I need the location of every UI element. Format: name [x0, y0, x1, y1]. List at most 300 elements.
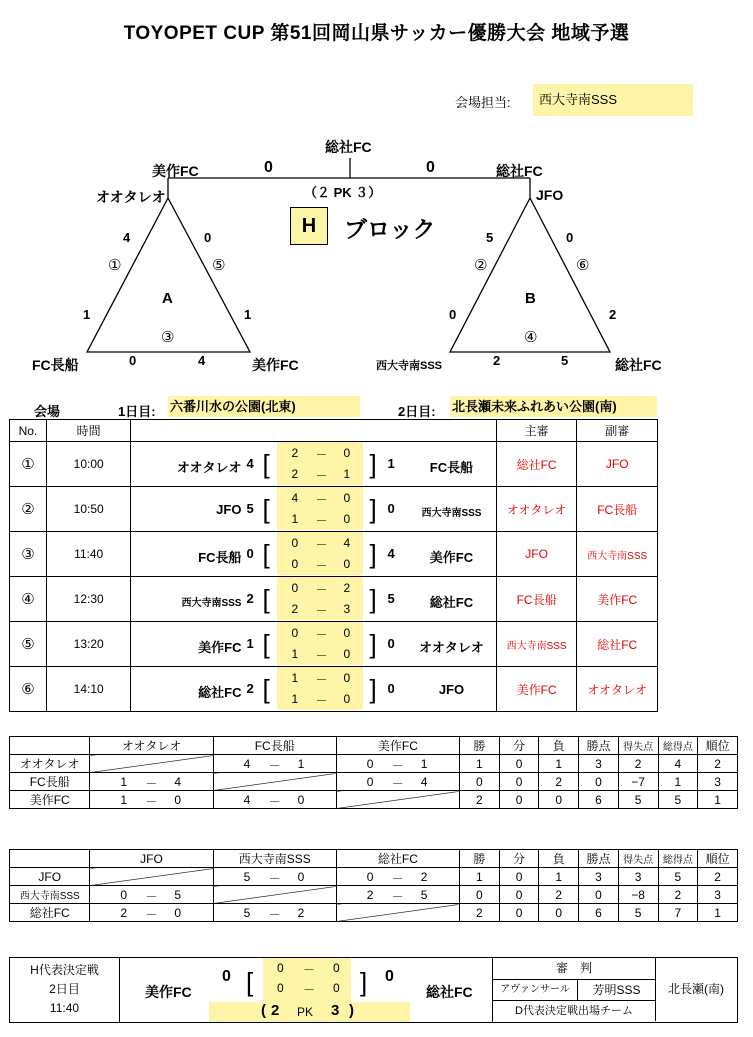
dash: － — [315, 649, 328, 663]
standings-row — [10, 904, 738, 922]
match-row — [10, 487, 658, 532]
stat-w: 0 — [459, 773, 499, 791]
away-score: 0 — [387, 501, 395, 516]
dash: － — [315, 469, 328, 483]
match-row — [10, 667, 658, 712]
group-a-m5-top: 0 — [204, 230, 212, 245]
stat-w: 0 — [459, 886, 499, 904]
dash: － — [315, 694, 328, 708]
group-b-right-team: 総社FC — [615, 357, 662, 373]
self-cell — [213, 773, 336, 791]
match-no: ① — [10, 442, 47, 487]
stat-d: 0 — [499, 886, 539, 904]
final-pk-cell — [209, 1002, 410, 1022]
points-header: 勝点 — [579, 737, 619, 755]
stat-w: 1 — [459, 755, 499, 773]
stat-gf: 4 — [658, 755, 698, 773]
match-result — [131, 487, 496, 532]
referee: 美作FC — [496, 667, 577, 712]
goals-against: 5 — [174, 888, 182, 902]
block-label: ブロック — [344, 216, 436, 242]
stat-p: 6 — [579, 791, 619, 809]
stat-l: 2 — [539, 886, 579, 904]
match-row — [10, 442, 658, 487]
stat-l: 1 — [539, 755, 579, 773]
final-away-team: 総社FC — [426, 984, 473, 1000]
bracket-close: ] — [369, 494, 377, 524]
bracket-close: ] — [369, 539, 377, 569]
head-to-head-cell — [336, 868, 459, 886]
group-b-m2-bottom: 0 — [449, 307, 457, 322]
stat-d: 0 — [499, 868, 539, 886]
head-to-head-cell — [90, 773, 213, 791]
match-time: 10:50 — [46, 487, 131, 532]
h1: 0 — [291, 626, 299, 640]
final-a2: 0 — [333, 981, 340, 995]
bracket-close: ] — [369, 449, 377, 479]
stat-d: 0 — [499, 791, 539, 809]
group-b-name: B — [525, 290, 536, 307]
goal-diff-header: 得失点 — [618, 850, 658, 868]
match-result — [131, 442, 496, 487]
goals-against: 1 — [420, 757, 428, 771]
away-team: 西大寺南SSS — [421, 508, 482, 519]
win-header: 勝 — [459, 850, 499, 868]
h2: 1 — [291, 647, 299, 661]
home-team: FC長船 — [198, 550, 242, 565]
final-dash1: － — [303, 963, 316, 977]
match-result — [131, 532, 496, 577]
team-name: JFO — [10, 868, 90, 886]
match-time: 10:00 — [46, 442, 131, 487]
h2: 2 — [291, 467, 299, 481]
final-pk: （２ PK ３） — [304, 185, 382, 200]
match-result — [131, 577, 496, 622]
match-no: ⑤ — [10, 622, 47, 667]
rank-header: 順位 — [698, 850, 738, 868]
stat-r: 2 — [698, 755, 738, 773]
goals-for: 1 — [120, 775, 128, 789]
stat-p: 3 — [579, 868, 619, 886]
goals-for: 5 — [243, 870, 251, 884]
stat-w: 2 — [459, 791, 499, 809]
h2: 2 — [291, 602, 299, 616]
final-bracket-right: ] — [360, 967, 368, 997]
stat-gf: 1 — [658, 773, 698, 791]
stat-gf: 5 — [658, 868, 698, 886]
goals-against: 0 — [174, 906, 182, 920]
standings-row — [10, 773, 738, 791]
stat-p: 3 — [579, 755, 619, 773]
stat-gd: 3 — [618, 868, 658, 886]
group-b-m2-no: ② — [474, 257, 488, 274]
stat-gf: 7 — [658, 904, 698, 922]
final-venue: 北長瀬(南) — [668, 982, 724, 996]
header-time: 時間 — [46, 420, 131, 442]
final-left-score: 0 — [264, 159, 273, 176]
home-score: 2 — [246, 681, 254, 696]
match-result — [131, 622, 496, 667]
away-team: JFO — [438, 682, 465, 697]
score-cell — [277, 442, 363, 485]
group-a-m3-right: 4 — [198, 353, 206, 368]
corner-cell — [10, 850, 90, 868]
loss-header: 負 — [539, 737, 579, 755]
assistant-referee: 美作FC — [577, 577, 658, 622]
stat-p: 6 — [579, 904, 619, 922]
win-header: 勝 — [459, 737, 499, 755]
goals-against: 0 — [297, 793, 305, 807]
draw-header: 分 — [499, 850, 539, 868]
head-to-head-cell — [213, 791, 336, 809]
group-a-top-team: オオタレオ — [96, 189, 166, 205]
day1-label: 1日目: — [118, 404, 156, 419]
score-cell — [277, 577, 363, 620]
final-left-team: 美作FC — [152, 163, 199, 179]
opponent-header: 美作FC — [336, 737, 459, 755]
a2: 0 — [343, 557, 351, 571]
final-pk-label: PK — [297, 1005, 314, 1019]
goals-for: 4 — [243, 793, 251, 807]
goals-for-header: 総得点 — [658, 737, 698, 755]
dash: － — [391, 759, 404, 773]
match-no: ② — [10, 487, 47, 532]
goals-for: 0 — [366, 757, 374, 771]
stat-gd: −7 — [618, 773, 658, 791]
page-title: TOYOPET CUP 第51回岡山県サッカー優勝大会 地域予選 — [123, 23, 630, 44]
group-b-m6-bottom: 2 — [609, 307, 617, 322]
away-team: 総社FC — [429, 595, 474, 610]
header-no: No. — [10, 420, 47, 442]
match-time: 11:40 — [46, 532, 131, 577]
group-b-m4-no: ④ — [524, 329, 538, 346]
away-score: 4 — [387, 546, 395, 561]
h2: 0 — [291, 557, 299, 571]
match-row — [10, 532, 658, 577]
final-info — [10, 958, 120, 1022]
score-cell — [277, 532, 363, 575]
match-row — [10, 577, 658, 622]
self-cell — [90, 868, 213, 886]
goals-for: 1 — [120, 793, 128, 807]
away-team: オオタレオ — [419, 640, 484, 655]
stat-d: 0 — [499, 904, 539, 922]
group-a-m1-bottom: 1 — [83, 307, 91, 322]
home-score: 5 — [246, 501, 254, 516]
standings-row — [10, 868, 738, 886]
a1: 0 — [343, 626, 351, 640]
away-team: 美作FC — [429, 550, 474, 565]
venue-label: 会場 — [34, 404, 61, 419]
h1: 0 — [291, 536, 299, 550]
match-row — [10, 622, 658, 667]
score-cell — [277, 487, 363, 530]
away-score: 0 — [387, 636, 395, 651]
home-team: オオタレオ — [176, 460, 242, 475]
bracket-open: [ — [262, 584, 270, 614]
head-to-head-cell — [213, 904, 336, 922]
score-cell — [277, 622, 363, 665]
goals-against: 4 — [420, 775, 428, 789]
goals-for: 2 — [120, 906, 128, 920]
stat-r: 2 — [698, 868, 738, 886]
stat-l: 1 — [539, 868, 579, 886]
group-b-m2-top: 5 — [486, 230, 494, 245]
goals-for: 2 — [366, 888, 374, 902]
final-away-score: 0 — [385, 968, 394, 985]
final-h1: 0 — [277, 961, 284, 975]
bracket-close: ] — [369, 674, 377, 704]
dash: － — [145, 908, 158, 922]
dash: － — [391, 872, 404, 886]
standings-header-row — [10, 737, 738, 755]
bracket-close: ] — [369, 584, 377, 614]
dash: － — [315, 673, 328, 687]
self-cell — [213, 886, 336, 904]
goals-for: 5 — [243, 906, 251, 920]
goals-against: 5 — [420, 888, 428, 902]
group-b-m6-top: 0 — [566, 230, 574, 245]
goals-against: 2 — [420, 870, 428, 884]
goals-against: 0 — [174, 793, 182, 807]
final-pk-open: ( — [261, 1002, 266, 1019]
group-a-m5-bottom: 1 — [244, 307, 252, 322]
block-letter: H — [290, 207, 328, 245]
header-referee: 主審 — [496, 420, 577, 442]
final-home-team: 美作FC — [145, 984, 192, 1000]
stat-p: 0 — [579, 886, 619, 904]
dash: － — [268, 908, 281, 922]
a2: 0 — [343, 512, 351, 526]
stat-l: 2 — [539, 773, 579, 791]
referee: JFO — [496, 532, 577, 577]
final-match-box — [9, 957, 738, 1023]
bracket-open: [ — [262, 449, 270, 479]
dash: － — [315, 583, 328, 597]
stat-d: 0 — [499, 773, 539, 791]
head-to-head-cell — [90, 904, 213, 922]
dash: － — [268, 759, 281, 773]
goals-against: 2 — [297, 906, 305, 920]
referee: オオタレオ — [496, 487, 577, 532]
opponent-header: 西大寺南SSS — [213, 850, 336, 868]
team-name: FC長船 — [10, 773, 90, 791]
team-name: 美作FC — [10, 791, 90, 809]
group-b-m4-right: 5 — [561, 353, 569, 368]
h1: 2 — [291, 446, 299, 460]
stat-w: 1 — [459, 868, 499, 886]
final-pk-home: 2 — [271, 1002, 280, 1019]
assistant-referee: 総社FC — [577, 622, 658, 667]
bracket-open: [ — [262, 494, 270, 524]
goals-for: 0 — [366, 870, 374, 884]
match-no: ③ — [10, 532, 47, 577]
standings-header-row — [10, 850, 738, 868]
dash: － — [145, 890, 158, 904]
day1-venue: 六番川水の公園(北東) — [168, 396, 360, 417]
self-cell — [90, 755, 213, 773]
h2: 1 — [291, 692, 299, 706]
dash: － — [268, 872, 281, 886]
final-right-team: 総社FC — [496, 163, 543, 179]
dash: － — [145, 777, 158, 791]
stat-gf: 2 — [658, 886, 698, 904]
draw-header: 分 — [499, 737, 539, 755]
final-a1: 0 — [333, 961, 340, 975]
home-score: 1 — [246, 636, 254, 651]
standings-table-a — [9, 736, 738, 809]
points-header: 勝点 — [579, 850, 619, 868]
dash: － — [315, 628, 328, 642]
head-to-head-cell — [336, 755, 459, 773]
group-a-m3-no: ③ — [161, 329, 175, 346]
head-to-head-cell — [90, 791, 213, 809]
opponent-header: オオタレオ — [90, 737, 213, 755]
final-d-team: D代表決定戦出場チーム — [493, 1001, 656, 1021]
a1: 0 — [343, 491, 351, 505]
a2: 3 — [343, 602, 351, 616]
stat-r: 1 — [698, 904, 738, 922]
dash: － — [315, 493, 328, 507]
group-b-left-team: 西大寺南SSS — [376, 360, 443, 372]
final-label: H代表決定戦 — [30, 963, 99, 977]
dash: － — [315, 604, 328, 618]
final-ref-role: アヴァンサール — [493, 980, 578, 1001]
dash: － — [391, 890, 404, 904]
rank-header: 順位 — [698, 737, 738, 755]
assistant-referee: オオタレオ — [577, 667, 658, 712]
group-b-top-team: JFO — [536, 187, 564, 203]
winner-team: 総社FC — [325, 139, 372, 155]
group-a-right-team: 美作FC — [252, 357, 299, 373]
standings-row — [10, 791, 738, 809]
goal-diff-header: 得失点 — [618, 737, 658, 755]
venue-manager-value: 西大寺南SSS — [533, 84, 693, 116]
stat-gd: 5 — [618, 904, 658, 922]
bracket-open: [ — [262, 674, 270, 704]
referee: 総社FC — [496, 442, 577, 487]
home-team: 総社FC — [198, 685, 242, 700]
day2-label: 2日目: — [398, 404, 436, 419]
team-name: 西大寺南SSS — [10, 886, 90, 904]
stat-r: 1 — [698, 791, 738, 809]
team-name: 総社FC — [10, 904, 90, 922]
final-dash2: － — [303, 983, 316, 997]
home-team: 美作FC — [198, 640, 242, 655]
stat-l: 0 — [539, 904, 579, 922]
h2: 1 — [291, 512, 299, 526]
away-team: FC長船 — [429, 460, 474, 475]
final-pk-close: ) — [349, 1002, 354, 1019]
final-referee-area — [492, 958, 737, 1022]
head-to-head-cell — [213, 868, 336, 886]
stat-gf: 5 — [658, 791, 698, 809]
group-a-m1-no: ① — [108, 257, 122, 274]
head-to-head-cell — [336, 773, 459, 791]
group-a-left-team: FC長船 — [32, 357, 79, 373]
final-score-cell — [263, 958, 351, 1002]
bracket-close: ] — [369, 629, 377, 659]
group-b-m6-no: ⑥ — [576, 257, 590, 274]
final-ref-team: 芳明SSS — [578, 980, 656, 1001]
group-a-m1-top: 4 — [123, 230, 131, 245]
final-right-score: 0 — [426, 159, 435, 176]
match-no: ④ — [10, 577, 47, 622]
standings-row — [10, 755, 738, 773]
standings-table-b — [9, 849, 738, 922]
match-header-row — [10, 420, 658, 442]
home-score: 4 — [246, 456, 254, 471]
group-a-m5-no: ⑤ — [212, 257, 226, 274]
dash: － — [315, 559, 328, 573]
a2: 0 — [343, 692, 351, 706]
a2: 0 — [343, 647, 351, 661]
stat-gd: 5 — [618, 791, 658, 809]
dash: － — [315, 538, 328, 552]
dash: － — [391, 777, 404, 791]
a1: 2 — [343, 581, 351, 595]
referee: FC長船 — [496, 577, 577, 622]
a1: 4 — [343, 536, 351, 550]
dash: － — [315, 514, 328, 528]
final-day: 2日目 — [49, 982, 80, 996]
match-schedule-table — [9, 419, 658, 712]
home-team: 西大寺南SSS — [181, 598, 242, 609]
stat-d: 0 — [499, 755, 539, 773]
goals-against: 4 — [174, 775, 182, 789]
goals-against: 1 — [297, 757, 305, 771]
head-to-head-cell — [336, 886, 459, 904]
dash: － — [145, 795, 158, 809]
dash: － — [315, 448, 328, 462]
h1: 0 — [291, 581, 299, 595]
goals-against: 0 — [297, 870, 305, 884]
opponent-header: JFO — [90, 850, 213, 868]
group-a-name: A — [162, 290, 173, 307]
referee: 西大寺南SSS — [496, 622, 577, 667]
a1: 0 — [343, 671, 351, 685]
bracket-open: [ — [262, 629, 270, 659]
away-score: 1 — [387, 456, 395, 471]
group-a-m3-left: 0 — [129, 353, 137, 368]
stat-r: 3 — [698, 773, 738, 791]
head-to-head-cell — [90, 886, 213, 904]
goals-for: 0 — [120, 888, 128, 902]
bracket-open: [ — [262, 539, 270, 569]
home-team: JFO — [216, 502, 242, 517]
match-time: 12:30 — [46, 577, 131, 622]
dash: － — [268, 795, 281, 809]
group-b-m4-left: 2 — [493, 353, 501, 368]
stat-r: 3 — [698, 886, 738, 904]
score-cell — [277, 667, 363, 710]
team-name: オオタレオ — [10, 755, 90, 773]
loss-header: 負 — [539, 850, 579, 868]
head-to-head-cell — [213, 755, 336, 773]
match-time: 14:10 — [46, 667, 131, 712]
self-cell — [336, 791, 459, 809]
away-score: 0 — [387, 681, 395, 696]
away-score: 5 — [387, 591, 395, 606]
assistant-referee: 西大寺南SSS — [577, 532, 658, 577]
goals-for: 0 — [366, 775, 374, 789]
stat-gd: 2 — [618, 755, 658, 773]
home-score: 2 — [246, 591, 254, 606]
standings-row — [10, 886, 738, 904]
stat-gd: −8 — [618, 886, 658, 904]
stat-p: 0 — [579, 773, 619, 791]
final-h2: 0 — [277, 981, 284, 995]
